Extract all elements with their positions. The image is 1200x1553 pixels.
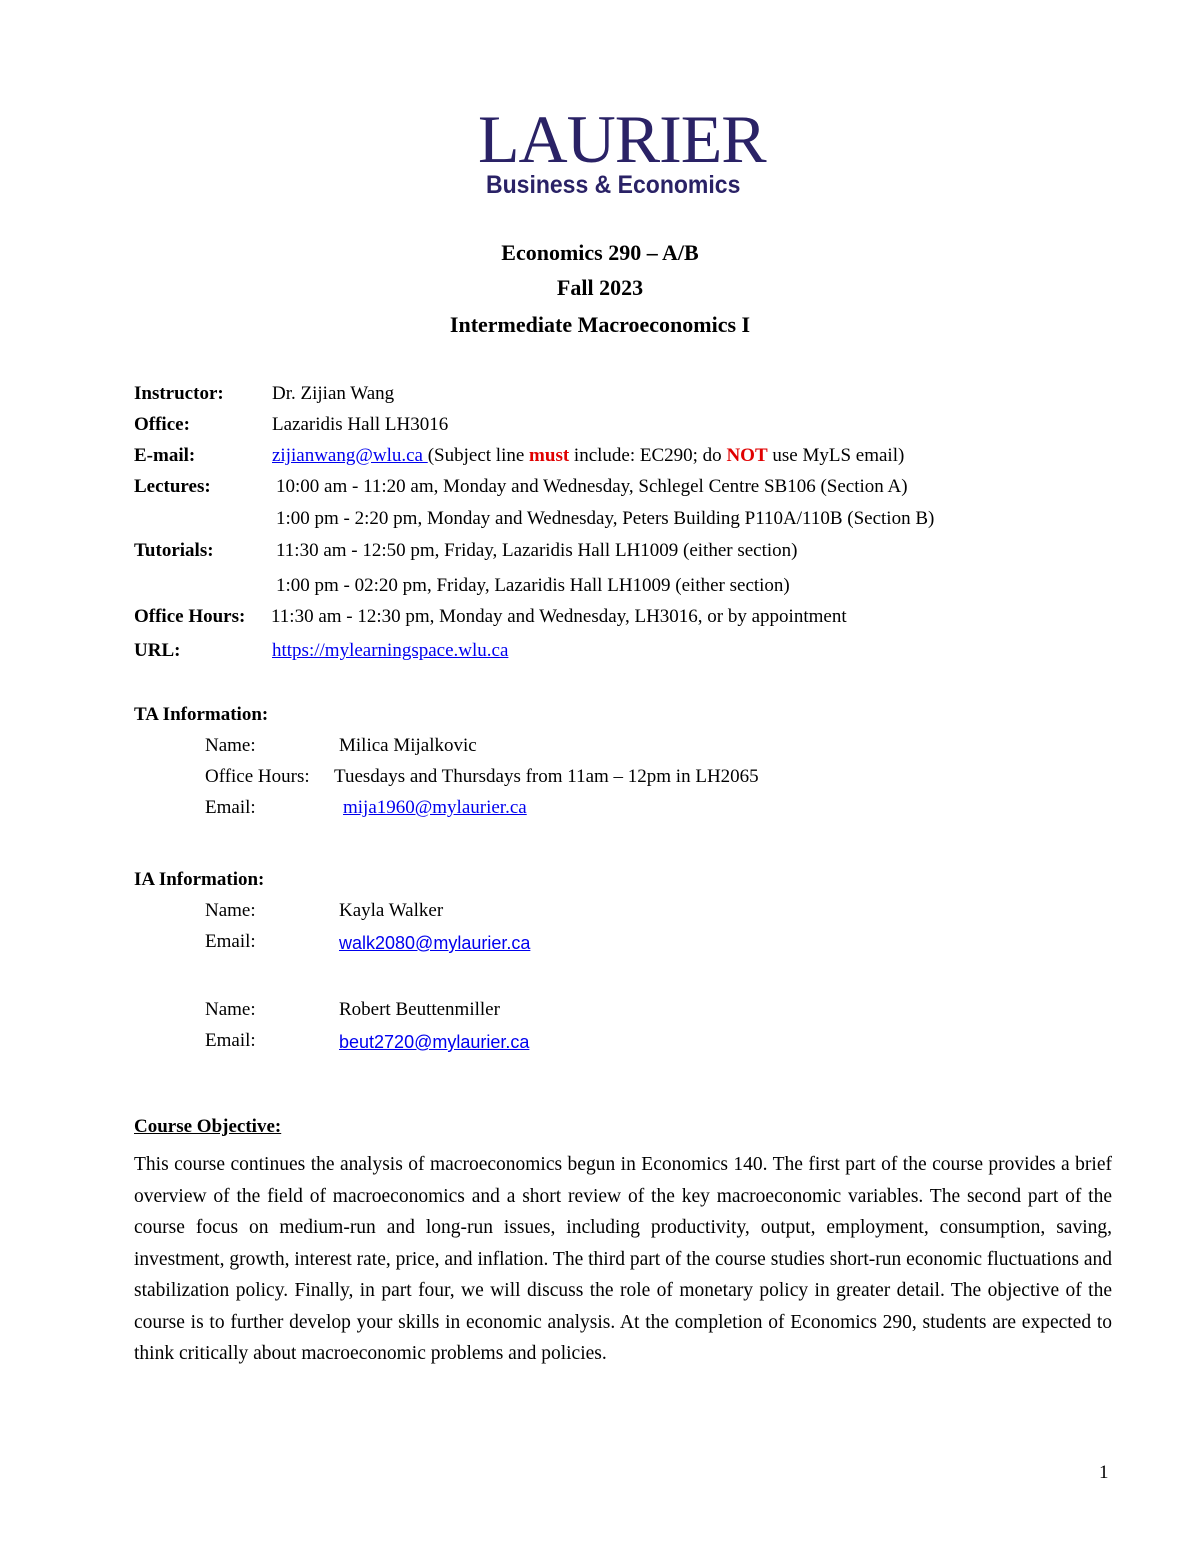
office-label: Office: bbox=[134, 414, 190, 435]
tutorial-1: 11:30 am - 12:50 pm, Friday, Lazaridis Hall LH1009 (either section) bbox=[276, 540, 798, 561]
ia-email-row bbox=[339, 1030, 529, 1055]
ta-name-label: Name: bbox=[205, 735, 256, 756]
ia-name: Robert Beuttenmiller bbox=[339, 999, 500, 1020]
course-title: Intermediate Macroeconomics I bbox=[449, 312, 751, 337]
ta-heading: TA Information: bbox=[134, 704, 269, 725]
email-label: E-mail: bbox=[134, 445, 196, 466]
instructor-name: Dr. Zijian Wang bbox=[272, 383, 395, 404]
url-label: URL: bbox=[134, 640, 181, 661]
email-note-not: NOT bbox=[726, 445, 768, 466]
ia-name-label: Name: bbox=[205, 999, 256, 1020]
instructor-email-link[interactable]: zijianwang@wlu.ca bbox=[272, 445, 428, 466]
lecture-section-b: 1:00 pm - 2:20 pm, Monday and Wednesday, Peters Building P110A/110B (Section B) bbox=[276, 508, 935, 529]
objective-paragraph: This course continues the analysis of macroeconomics begun in Economics 140. The first part of the course provides a brief overview of the field of macroeconomics and a short review of the key macroeconomic variables. The second part of the course focus on medium-run and long-run issues, including productivity, output, employment, consumption, saving, investment, growth, interest rate, price, and inflation. The third part of the course studies short-run economic fluctuations and stabilization policy. Finally, in part four, we will discuss the role of monetary policy in greater detail. The objective of the course is to further develop your skills in economic analysis. At the completion of Economics 290, students are expected to think critically about macroeconomic problems and policies. bbox=[134, 1154, 1112, 1364]
ta-name: Milica Mijalkovic bbox=[339, 735, 477, 756]
course-term: Fall 2023 bbox=[556, 275, 644, 300]
objective-heading: Course Objective: bbox=[134, 1116, 282, 1137]
ia-name-label: Name: bbox=[205, 900, 256, 921]
ta-hours-label: Office Hours: bbox=[205, 766, 310, 787]
course-code: Economics 290 – A/B bbox=[501, 240, 699, 265]
office-hours-label: Office Hours: bbox=[134, 606, 246, 627]
course-url-link[interactable]: https://mylearningspace.wlu.ca bbox=[272, 640, 509, 661]
logo-subtitle: Business & Economics bbox=[486, 171, 741, 199]
ia-heading: IA Information: bbox=[134, 869, 265, 890]
ta-hours: Tuesdays and Thursdays from 11am – 12pm in LH2065 bbox=[334, 766, 759, 787]
email-note-3: use MyLS email) bbox=[767, 445, 905, 466]
lecture-section-a: 10:00 am - 11:20 am, Monday and Wednesday, Schlegel Centre SB106 (Section A) bbox=[276, 476, 908, 497]
logo-wordmark: LAURIER bbox=[478, 101, 766, 177]
ia-email-row bbox=[339, 931, 530, 956]
ta-email-label: Email: bbox=[205, 797, 256, 818]
email-note-must: must bbox=[529, 445, 570, 466]
url-row bbox=[272, 639, 508, 663]
email-note-2: include: EC290; do bbox=[569, 445, 727, 466]
ia-email-link[interactable]: walk2080@mylaurier.ca bbox=[339, 933, 531, 953]
laurier-logo bbox=[478, 101, 768, 200]
ta-email-row bbox=[343, 796, 527, 820]
ia-email-label: Email: bbox=[205, 931, 256, 952]
office-location: Lazaridis Hall LH3016 bbox=[272, 414, 449, 435]
ta-email-link[interactable]: mija1960@mylaurier.ca bbox=[343, 797, 527, 818]
tutorial-2: 1:00 pm - 02:20 pm, Friday, Lazaridis Hall LH1009 (either section) bbox=[276, 575, 790, 596]
instructor-label: Instructor: bbox=[134, 383, 224, 404]
lectures-label: Lectures: bbox=[134, 476, 211, 497]
email-row bbox=[272, 444, 904, 468]
ia-name: Kayla Walker bbox=[339, 900, 444, 921]
office-hours: 11:30 am - 12:30 pm, Monday and Wednesday, LH3016, or by appointment bbox=[271, 606, 847, 627]
tutorials-label: Tutorials: bbox=[134, 540, 214, 561]
page-number: 1 bbox=[1099, 1462, 1109, 1483]
ia-email-label: Email: bbox=[205, 1030, 256, 1051]
ia-email-link[interactable]: beut2720@mylaurier.ca bbox=[339, 1032, 530, 1052]
email-note-1: (Subject line bbox=[427, 445, 530, 466]
